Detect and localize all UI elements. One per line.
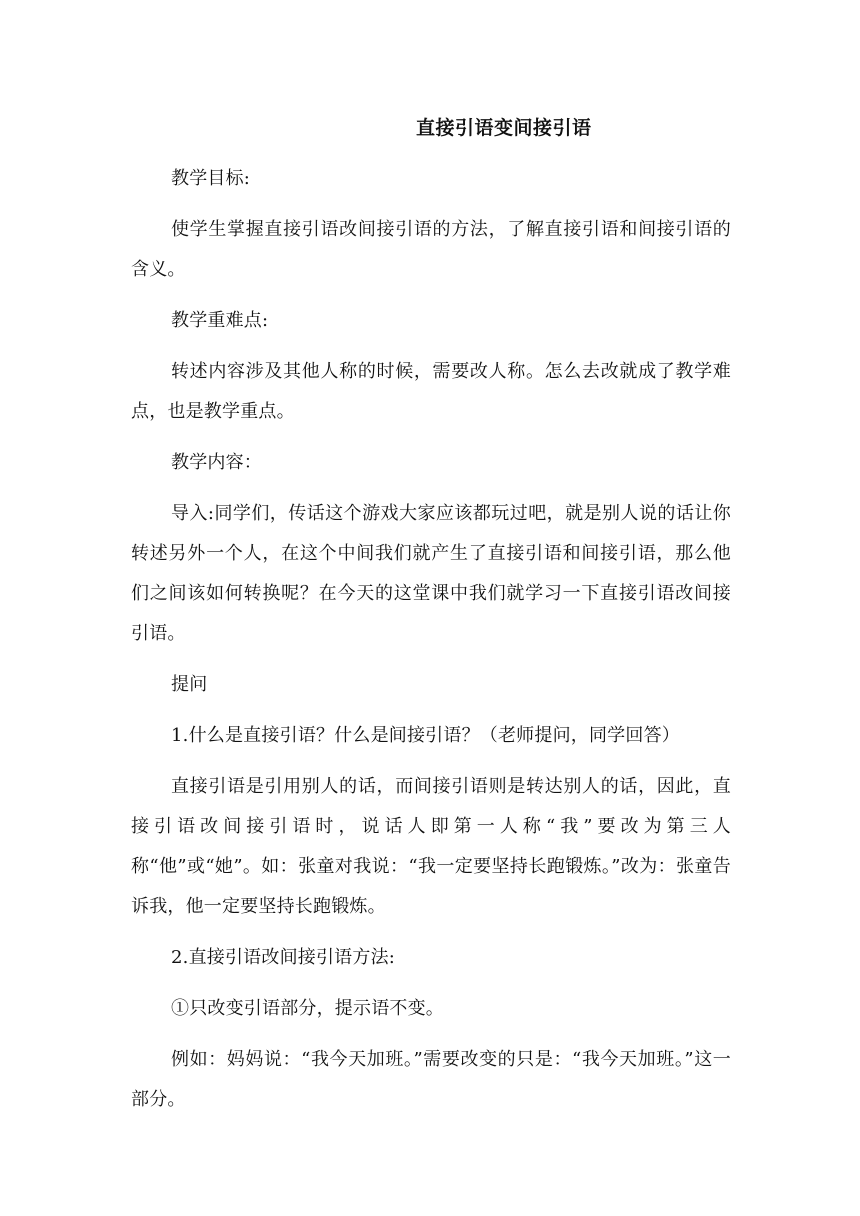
paragraph-method-heading: 2.直接引语改间接引语方法:: [171, 947, 396, 968]
paragraph-teaching-goal-heading: 教学目标:: [171, 168, 251, 189]
paragraph-introduction: 导入:同学们，传话这个游戏大家应该都玩过吧，就是别人说的话让你转述另外一个人，在这个中间我们就产生了直接引语和间接引语，那么他们之间该如何转换呢？在今天的这堂课中我们就学习一下直接引语改间接引语。: [131, 503, 731, 644]
paragraph-key-points-heading: 教学重难点:: [171, 310, 269, 331]
document-title: 直接引语变间接引语: [416, 117, 592, 139]
paragraph-question-heading: 提问: [171, 674, 208, 695]
paragraph-teaching-goal: 使学生掌握直接引语改间接引语的方法，了解直接引语和间接引语的含义。: [131, 219, 731, 280]
paragraph-key-points: 转述内容涉及其他人称的时候，需要改人称。怎么去改就成了教学难点，也是教学重点。: [131, 361, 731, 422]
paragraph-example: 例如：妈妈说：“我今天加班。”需要改变的只是：“我今天加班。”这一部分。: [131, 1049, 731, 1110]
document-body: [131, 112, 731, 1120]
paragraph-content-heading: 教学内容：: [171, 452, 262, 473]
paragraph-question-1: 1.什么是直接引语？什么是间接引语？（老师提问，同学回答）: [171, 725, 680, 746]
paragraph-method-1: ①只改变引语部分，提示语不变。: [171, 998, 444, 1019]
paragraph-definition: 直接引语是引用别人的话，而间接引语则是转达别人的话，因此，直接引语改间接引语时，说话人即第一人称“我”要改为第三人称“他”或“她”。如：张童对我说：“我一定要坚持长跑锻炼。”改为：张童告诉我，他一定要坚持长跑锻炼。: [131, 776, 731, 917]
